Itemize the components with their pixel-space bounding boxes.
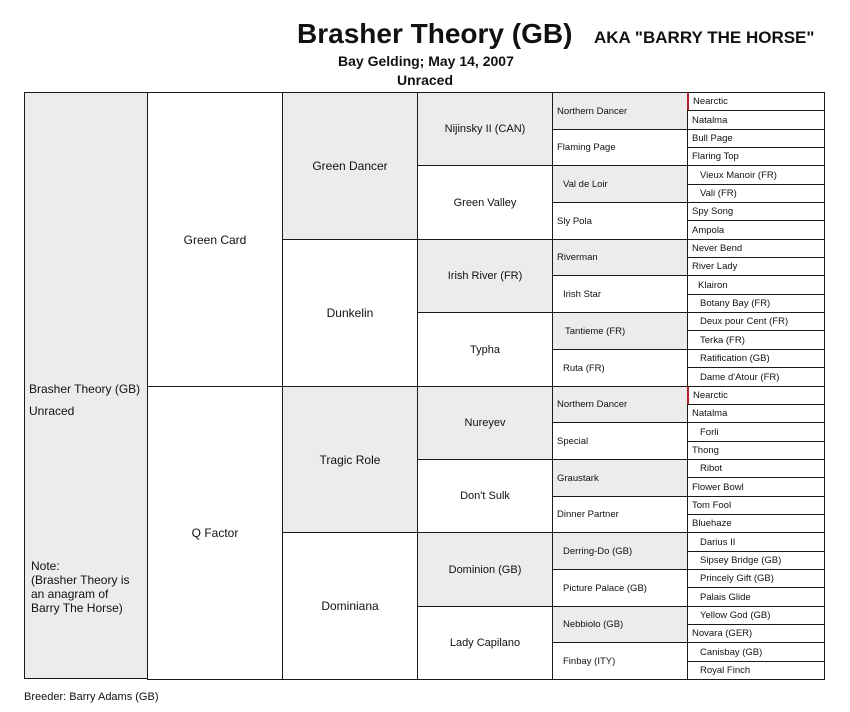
ancestor-name: Royal Finch [700, 665, 751, 676]
pedigree-cell-gen3 [417, 606, 553, 680]
ancestor-name: Tragic Role [319, 452, 381, 467]
pedigree-cell-gen5 [687, 569, 825, 588]
horse-description: Bay Gelding; May 14, 2007 [338, 53, 514, 69]
pedigree-cell-gen4 [552, 312, 688, 350]
pedigree-cell-gen5 [687, 514, 825, 533]
race-status: Unraced [397, 72, 454, 88]
ancestor-name: Sipsey Bridge (GB) [700, 555, 782, 566]
ancestor-name: Ruta (FR) [563, 362, 605, 374]
pedigree-cell-gen3 [417, 532, 553, 607]
subject-name: Brasher Theory (GB) [29, 382, 141, 396]
ancestor-name: Dominion (GB) [448, 563, 522, 576]
ancestor-name: Ampola [692, 224, 725, 236]
pedigree-cell-gen4 [552, 606, 688, 643]
ancestor-name: Special [557, 435, 589, 447]
pedigree-cell-gen4 [552, 532, 688, 570]
ancestor-name: Green Card [183, 232, 247, 247]
ancestor-name: Bluehaze [692, 518, 732, 529]
ancestor-name: Val de Loir [563, 178, 608, 190]
pedigree-cell-gen5 [687, 202, 825, 221]
pedigree-cell-gen4 [552, 129, 688, 166]
ancestor-name: Nebbiolo (GB) [563, 619, 624, 630]
breeder-label: Breeder: Barry Adams (GB) [24, 691, 159, 703]
pedigree-cell-gen1 [147, 92, 283, 387]
pedigree-cell-gen5 [687, 661, 825, 680]
ancestor-name: Klairon [698, 279, 728, 291]
subject-note [31, 559, 129, 615]
pedigree-cell-gen5 [687, 294, 825, 313]
note-line: an anagram of [31, 587, 109, 601]
aka-label: AKA "BARRY THE HORSE" [594, 28, 815, 47]
subject-cell [24, 92, 148, 679]
pedigree-cell-gen4 [552, 496, 688, 533]
ancestor-name: Graustark [557, 472, 599, 484]
ancestor-name: Riverman [557, 252, 598, 263]
pedigree-cell-gen5 [687, 441, 825, 460]
ancestor-name: Vali (FR) [700, 188, 737, 199]
ancestor-name: Derring-Do (GB) [563, 545, 633, 557]
pedigree-cell-gen4 [552, 386, 688, 423]
pedigree-cell-gen5 [687, 404, 825, 423]
pedigree-cell-gen3 [417, 92, 553, 166]
ancestor-name: Nearctic [693, 96, 728, 107]
ancestor-name: Flaming Page [557, 142, 616, 153]
pedigree-cell-gen1 [147, 386, 283, 680]
ancestor-name: Spy Song [692, 206, 734, 217]
ancestor-name: Botany Bay (FR) [700, 298, 771, 309]
pedigree-cell-gen5 [687, 257, 825, 276]
pedigree-cell-gen4 [552, 422, 688, 460]
pedigree-cell-gen4 [552, 459, 688, 497]
ancestor-name: Terka (FR) [700, 334, 745, 346]
pedigree-cell-gen5 [687, 477, 825, 497]
ancestor-name: Palais Glide [700, 591, 751, 603]
pedigree-cell-gen3 [417, 239, 553, 313]
pedigree-cell-gen5 [687, 165, 825, 185]
ancestor-name: Bull Page [692, 133, 733, 144]
pedigree-cell-gen5 [687, 624, 825, 643]
pedigree-cell-gen5 [687, 275, 825, 295]
ancestor-name: Irish Star [563, 288, 602, 300]
pedigree-cell-gen5 [687, 220, 825, 240]
ancestor-name: Don't Sulk [460, 490, 510, 502]
ancestor-name: Green Dancer [312, 159, 388, 173]
pedigree-cell-gen3 [417, 386, 553, 460]
ancestor-name: Dinner Partner [557, 509, 619, 520]
pedigree-cell-gen5 [687, 129, 825, 148]
pedigree-cell-gen4 [552, 165, 688, 203]
ancestor-name: Canisbay (GB) [700, 646, 763, 658]
pedigree-cell-gen2 [282, 239, 418, 387]
pedigree-cell-gen5 [687, 587, 825, 607]
ancestor-name: Finbay (ITY) [563, 655, 616, 667]
pedigree-cell-gen5 [687, 110, 825, 130]
ancestor-name: Natalma [692, 408, 728, 419]
ancestor-name: Q Factor [191, 526, 239, 540]
pedigree-cell-gen5 [687, 312, 825, 331]
pedigree-cell-gen5 [687, 349, 825, 368]
pedigree-cell-gen3 [417, 312, 553, 387]
pedigree-cell-gen2 [282, 386, 418, 533]
subject-status: Unraced [29, 404, 75, 418]
pedigree-cell-gen4 [552, 239, 688, 276]
page-title: Brasher Theory (GB) [297, 18, 573, 49]
ancestor-name: Northern Dancer [557, 105, 628, 117]
pedigree-cell-gen4 [552, 275, 688, 313]
ancestor-name: Typha [470, 343, 500, 356]
ancestor-name: Northern Dancer [557, 399, 628, 410]
pedigree-cell-gen3 [417, 165, 553, 240]
ancestor-name: Forli [700, 426, 719, 438]
pedigree-cell-gen5 [687, 386, 825, 405]
ancestor-name: Thong [692, 445, 719, 456]
note-line: Barry The Horse) [31, 601, 123, 615]
ancestor-name: Flower Bowl [692, 481, 744, 493]
ancestor-name: River Lady [692, 261, 738, 272]
ancestor-name: Never Bend [692, 243, 743, 254]
ancestor-name: Princely Gift (GB) [700, 573, 774, 584]
pedigree-cell-gen2 [282, 92, 418, 240]
ancestor-name: Dame d'Atour (FR) [700, 371, 780, 383]
pedigree-cell-gen4 [552, 569, 688, 607]
pedigree-cell-gen5 [687, 239, 825, 258]
pedigree-cell-gen5 [687, 367, 825, 387]
pedigree-cell-gen4 [552, 642, 688, 680]
ancestor-name: Nureyev [464, 417, 506, 429]
pedigree-cell-gen5 [687, 642, 825, 662]
pedigree-cell-gen5 [687, 532, 825, 552]
ancestor-name: Yellow God (GB) [700, 610, 771, 621]
pedigree-cell-gen5 [687, 496, 825, 515]
ancestor-name: Natalma [692, 114, 728, 126]
pedigree-chart [24, 92, 826, 679]
pedigree-cell-gen4 [552, 92, 688, 130]
note-line: (Brasher Theory is [31, 573, 130, 587]
pedigree-cell-gen2 [282, 532, 418, 680]
ancestor-name: Ratification (GB) [700, 353, 770, 364]
ancestor-name: Dominiana [321, 599, 379, 613]
pedigree-cell-gen4 [552, 202, 688, 240]
pedigree-cell-gen4 [552, 349, 688, 387]
ancestor-name: Picture Palace (GB) [563, 582, 647, 594]
pedigree-cell-gen5 [687, 606, 825, 625]
ancestor-name: Darius II [700, 536, 736, 548]
ancestor-name: Tantieme (FR) [565, 325, 626, 337]
ancestor-name: Irish River (FR) [447, 270, 523, 282]
pedigree-cell-gen5 [687, 422, 825, 442]
pedigree-cell-gen5 [687, 459, 825, 478]
ancestor-name: Green Valley [453, 196, 517, 209]
pedigree-cell-gen5 [687, 184, 825, 203]
ancestor-name: Nijinsky II (CAN) [444, 123, 526, 135]
pedigree-cell-gen5 [687, 147, 825, 166]
ancestor-name: Vieux Manoir (FR) [700, 169, 777, 181]
ancestor-name: Lady Capilano [449, 637, 521, 649]
pedigree-cell-gen3 [417, 459, 553, 533]
note-line: Note: [31, 559, 60, 573]
ancestor-name: Ribot [700, 463, 723, 474]
ancestor-name: Sly Pola [557, 215, 592, 227]
ancestor-name: Deux pour Cent (FR) [700, 316, 789, 327]
ancestor-name: Nearctic [693, 390, 728, 401]
ancestor-name: Novara (GER) [692, 628, 753, 639]
pedigree-cell-gen5 [687, 551, 825, 570]
ancestor-name: Dunkelin [326, 306, 374, 320]
ancestor-name: Flaring Top [692, 151, 739, 162]
ancestor-name: Tom Fool [692, 500, 732, 511]
pedigree-cell-gen5 [687, 330, 825, 350]
pedigree-cell-gen5 [687, 92, 825, 111]
